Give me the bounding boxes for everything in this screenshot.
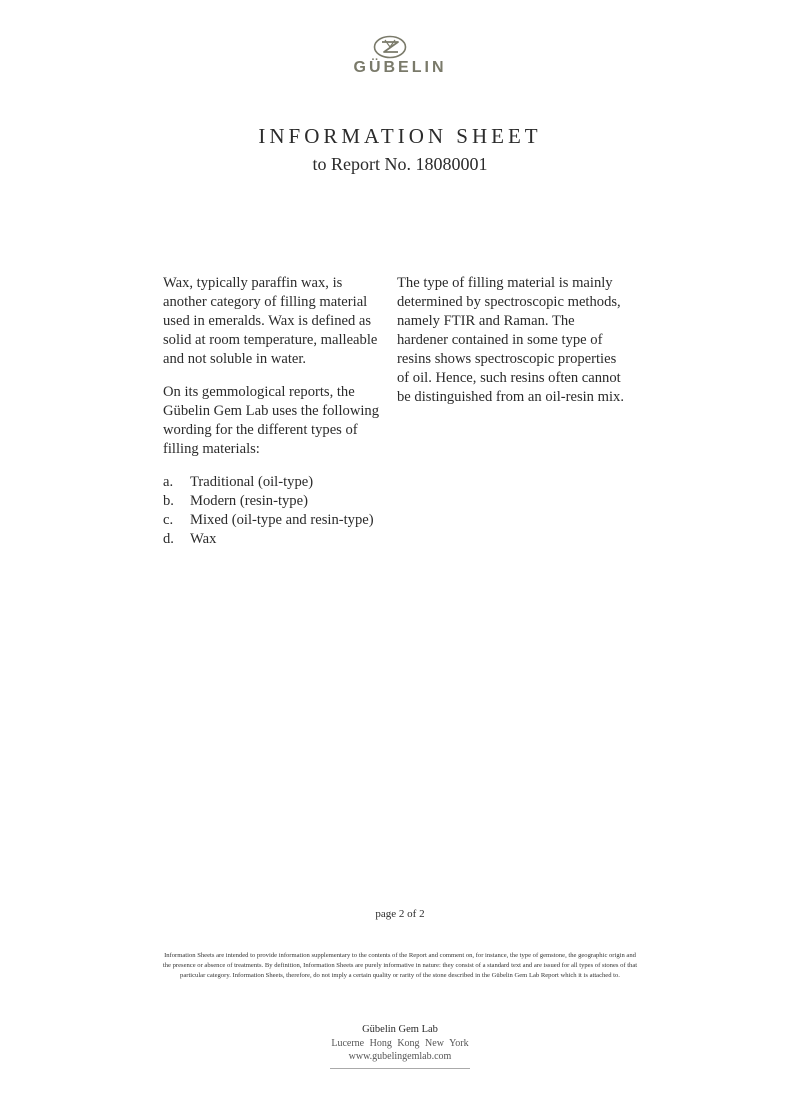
list-letter: b.: [163, 493, 174, 509]
page-number: page 2 of 2: [375, 908, 425, 920]
right-column: [397, 274, 627, 421]
left-column: [163, 274, 388, 549]
footer-lab-name: Gübelin Gem Lab: [362, 1024, 438, 1035]
report-number: to Report No. 18080001: [312, 154, 488, 174]
brand-logo-text: GÜBELIN: [353, 59, 447, 76]
list-text: Wax: [190, 531, 217, 547]
paragraph: Wax, typically paraffin wax, is another category of filling material used in emeralds. Wax is defined as solid at room temperature, malleable and not soluble in water.: [163, 275, 378, 367]
paragraph: On its gemmological reports, the Gübelin Gem Lab uses the following wording for the different types of filling materials:: [163, 384, 380, 457]
list-letter: c.: [163, 512, 174, 528]
list-letter: a.: [163, 474, 174, 490]
page-title: INFORMATION SHEET: [258, 124, 542, 148]
list-text: Mixed (oil-type and resin-type): [190, 512, 374, 528]
list-item: [163, 530, 388, 549]
list-text: Modern (resin-type): [190, 493, 308, 509]
list-item: [163, 492, 388, 511]
list-item: [163, 511, 388, 530]
paragraph: The type of filling material is mainly determined by spectroscopic methods, namely FTIR and Raman. The hardener contained in some type of resins shows spectroscopic properties of oil. Hence, such resins often cannot be distinguished from an oil-resin mix.: [397, 275, 624, 405]
filling-types-list: [163, 473, 388, 549]
list-letter: d.: [163, 531, 174, 547]
list-text: Traditional (oil-type): [190, 474, 314, 490]
disclaimer-text: Information Sheets are intended to provide information supplementary to the contents of the Report and comment on, for instance, the type of gemstone, the geographic origin and the presence or absence of treatments. By definition, Information Sheets are purely informative in nature: they consist of a standard text and are issued for all types of stones of that particular category. Information Sheets, therefore, do not imply a certain quality or rarity of the stone described in the Gübelin Gem Lab Report which it is attached to.: [162, 952, 638, 979]
footer-divider: [330, 1068, 470, 1069]
footer-website: www.gubelingemlab.com: [348, 1051, 452, 1062]
list-item: [163, 473, 388, 492]
gubelin-emblem-icon: [373, 35, 407, 59]
footer-locations: Lucerne Hong Kong New York: [331, 1038, 469, 1049]
